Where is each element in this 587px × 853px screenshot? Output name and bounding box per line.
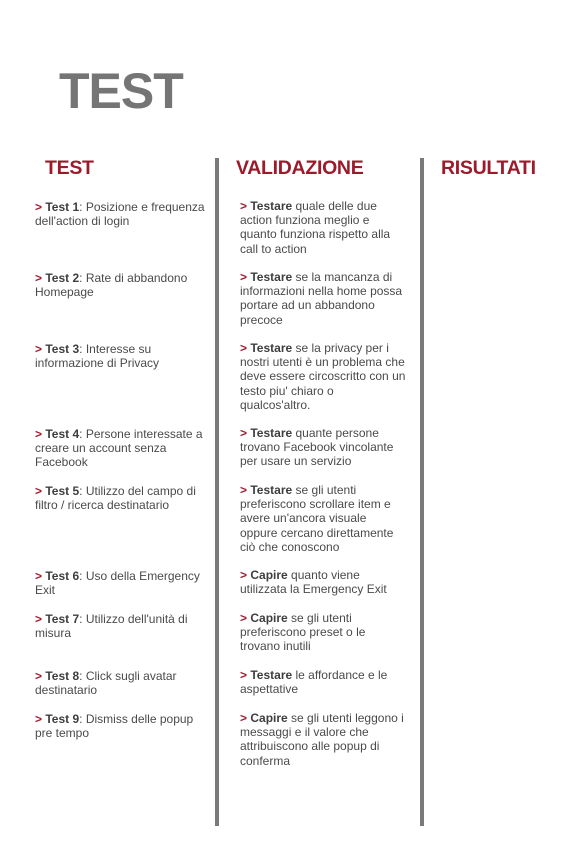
validation-item: > Testare le affordance e le aspettative [240, 668, 388, 697]
test-item: > Test 3: Interesse su informazione di Privacy [35, 342, 160, 371]
validation-item: > Testare se la mancanza di informazioni nella home possa portare ad un abbandono precoce [240, 270, 403, 327]
test-item: > Test 6: Uso della Emergency Exit [35, 569, 200, 598]
validation-item: > Capire se gli utenti preferiscono preset o le trovano inutili [240, 611, 366, 654]
test-item: > Test 9: Dismiss delle popup pre tempo [35, 712, 194, 741]
column-header-test: TEST [45, 157, 94, 179]
validation-item: > Capire quanto viene utilizzata la Emergency Exit [240, 568, 387, 597]
test-item: > Test 1: Posizione e frequenza dell'action di login [35, 200, 205, 229]
column-header-risultati: RISULTATI [441, 157, 536, 179]
validation-item: > Testare se gli utenti preferiscono scrollare item e avere un'ancora visuale oppure cercano direttamente ciò che conoscono [240, 483, 394, 554]
column-divider [215, 158, 219, 826]
column-divider [420, 158, 424, 826]
test-item: > Test 5: Utilizzo del campo di filtro / ricerca destinatario [35, 484, 196, 513]
test-item: > Test 7: Utilizzo dell'unità di misura [35, 612, 188, 641]
validation-item: > Testare quante persone trovano Facebook vincolante per usare un servizio [240, 426, 394, 469]
test-item: > Test 4: Persone interessate a creare un account senza Facebook [35, 427, 203, 470]
validation-item: > Testare se la privacy per i nostri utenti è un problema che deve essere circoscritto con un testo piu' chiaro o qualcos'altro. [240, 341, 406, 412]
page-title: TEST [59, 63, 183, 119]
column-header-validazione: VALIDAZIONE [236, 157, 364, 179]
test-item: > Test 8: Click sugli avatar destinatario [35, 669, 177, 698]
validation-item: > Capire se gli utenti leggono i messaggi e il valore che attribuiscono alle popup di conferma [240, 711, 404, 768]
validation-item: > Testare quale delle due action funziona meglio e quanto funziona rispetto alla call to action [240, 199, 391, 256]
test-item: > Test 2: Rate di abbandono Homepage [35, 271, 188, 300]
